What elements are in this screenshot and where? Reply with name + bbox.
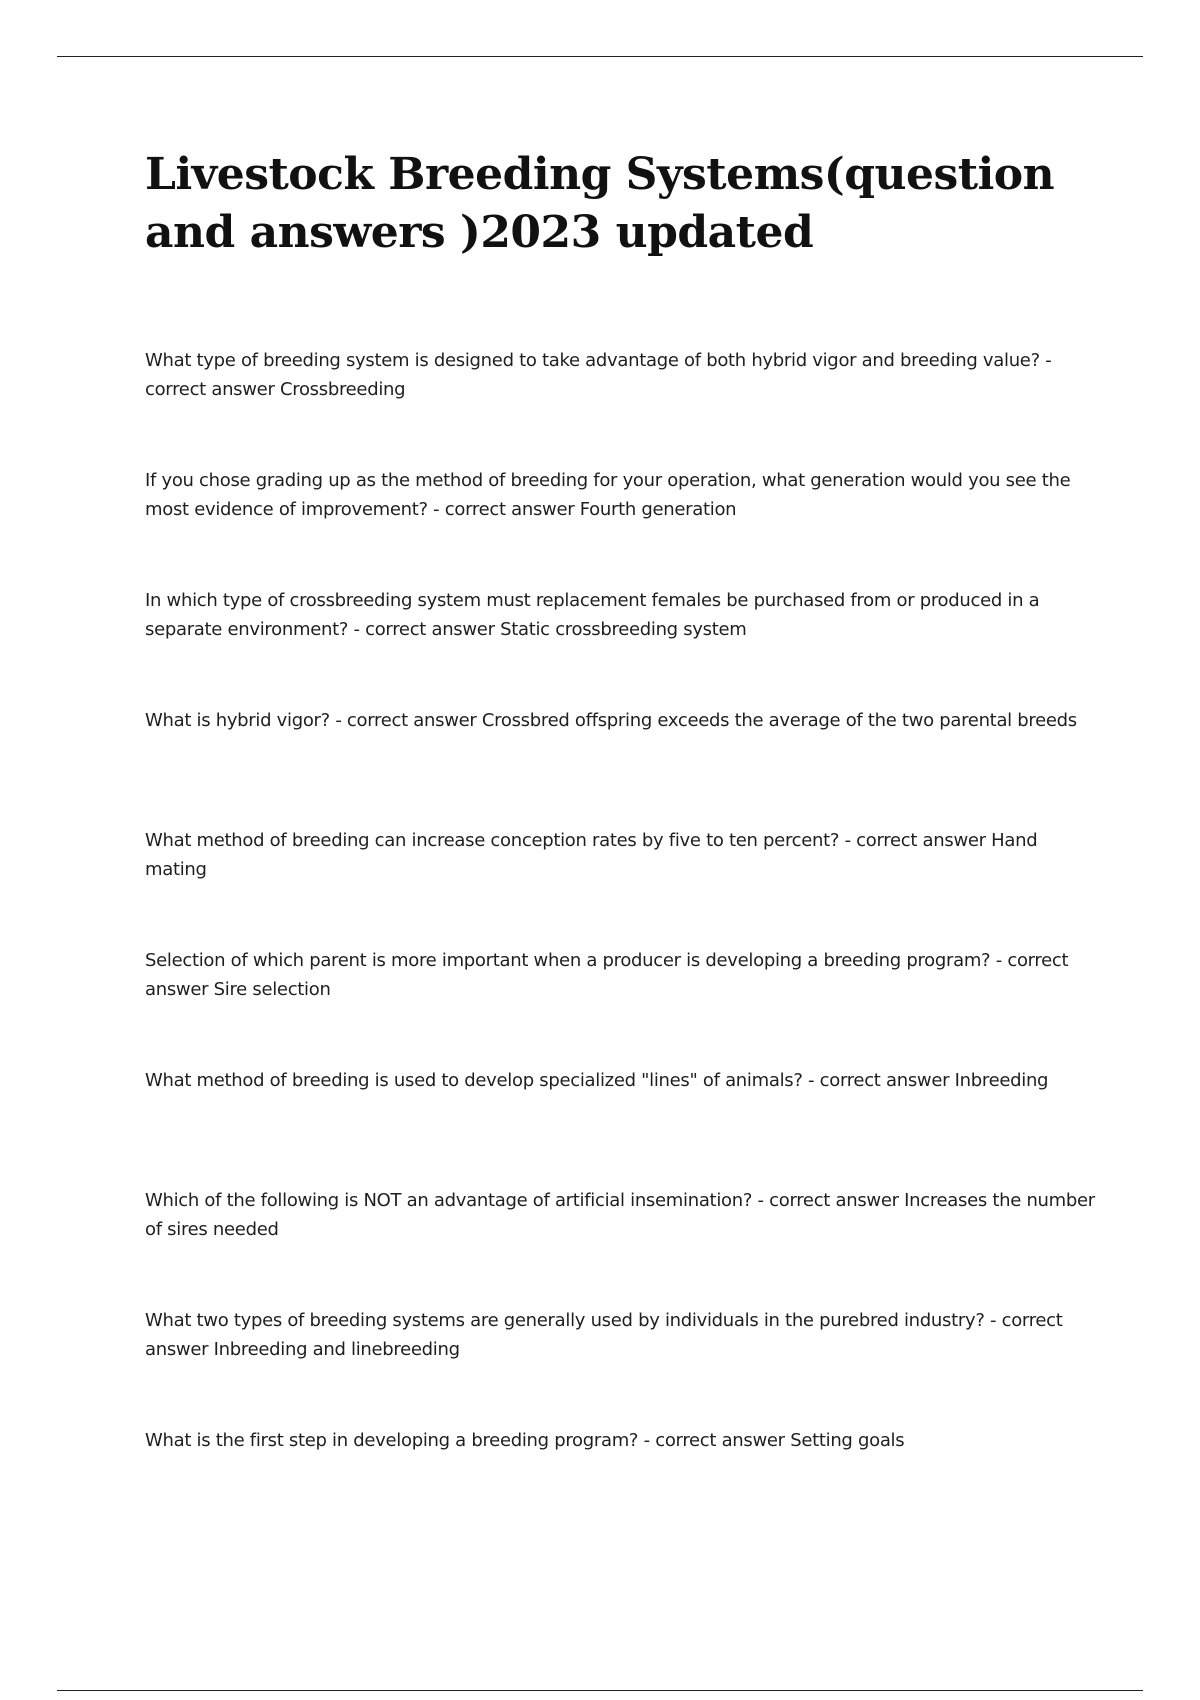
bottom-divider [57, 1690, 1143, 1691]
qa-item: What type of breeding system is designed to take advantage of both hybrid vigor and breeding value? - correct answer Crossbreeding [145, 350, 1052, 400]
document-title: Livestock Breeding Systems(question and answers )2023 updated [145, 149, 1055, 258]
qa-item: What method of breeding is used to develop specialized "lines" of animals? - correct answer Inbreeding [145, 1070, 1049, 1091]
qa-item: Selection of which parent is more important when a producer is developing a breeding program? - correct answer Sire selection [145, 950, 1069, 1000]
qa-item: What two types of breeding systems are generally used by individuals in the purebred industry? - correct answer Inbreeding and linebreeding [145, 1310, 1063, 1360]
qa-item: Which of the following is NOT an advantage of artificial insemination? - correct answer Increases the number of sires needed [145, 1190, 1095, 1240]
qa-item: In which type of crossbreeding system must replacement females be purchased from or produced in a separate environment? - correct answer Static crossbreeding system [145, 590, 1040, 640]
top-divider [57, 56, 1143, 57]
qa-item: What is the first step in developing a breeding program? - correct answer Setting goals [145, 1430, 905, 1451]
qa-item: What is hybrid vigor? - correct answer Crossbred offspring exceeds the average of the two parental breeds [145, 710, 1077, 731]
question-answer-list [145, 346, 1095, 1546]
qa-item: If you chose grading up as the method of breeding for your operation, what generation would you see the most evidence of improvement? - correct answer Fourth generation [145, 470, 1071, 520]
qa-item: What method of breeding can increase conception rates by five to ten percent? - correct answer Hand mating [145, 830, 1038, 880]
